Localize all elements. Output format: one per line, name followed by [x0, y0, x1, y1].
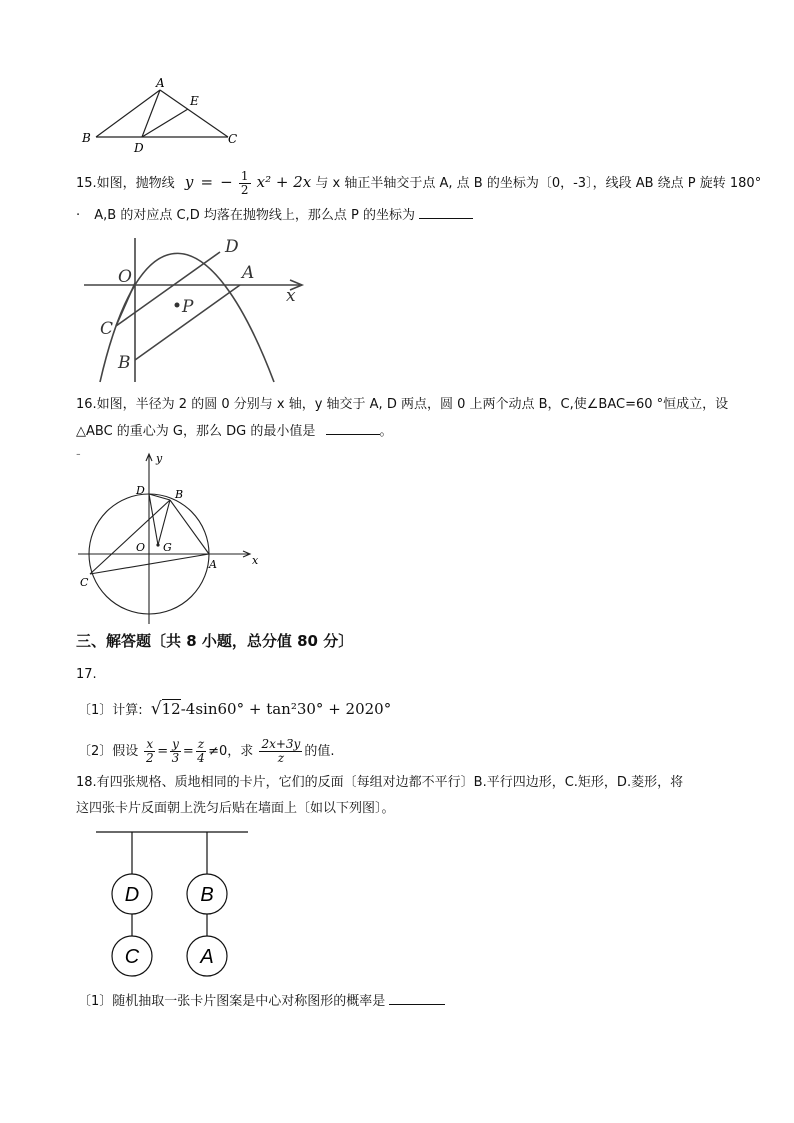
- label-D: D: [136, 484, 145, 497]
- q15-eq-fraction: [239, 170, 251, 197]
- label-A: A: [242, 263, 255, 283]
- q15-eq-y: y: [184, 173, 194, 191]
- q17-eq1: =: [157, 744, 169, 759]
- label-C: C: [100, 319, 114, 339]
- q16-line2: [76, 422, 393, 441]
- q17-f1-den: 2: [145, 751, 154, 765]
- q17-tail: 的值.: [304, 744, 335, 759]
- q17-f4-den: z: [277, 751, 285, 765]
- q17-f2-num: y: [172, 737, 179, 751]
- q17-frac-target: [259, 738, 302, 765]
- figure-circle: [78, 450, 268, 626]
- q15-answer-blank[interactable]: [419, 206, 473, 219]
- q18-line2: 这四张卡片反面朝上洗匀后贴在墙面上〔如以下列图〕。: [76, 801, 395, 816]
- sqrt-icon: √: [150, 699, 162, 719]
- q15-eq-tail: x² + 2x: [256, 173, 312, 191]
- label-B: B: [82, 131, 91, 145]
- label-A: A: [209, 558, 217, 571]
- label-C: C: [80, 576, 89, 589]
- q16-line2-text: △ABC 的重心为 G，那么 DG 的最小值是: [76, 424, 316, 439]
- label-y: y: [156, 452, 163, 465]
- q17-part1: [78, 700, 391, 720]
- label-O: O: [136, 541, 146, 554]
- q17-eq2: =: [182, 744, 194, 759]
- q15-eq-num: 1: [240, 169, 249, 183]
- q16-line2-end: 。: [379, 424, 393, 439]
- q16-answer-blank[interactable]: [326, 422, 380, 435]
- q17-part1-radicand: 12: [161, 700, 181, 718]
- q15-eq-equals: =: [200, 173, 214, 191]
- card-C: C: [124, 946, 140, 968]
- q17-part2-label: 〔2〕假设: [78, 744, 139, 759]
- q15-line2: [76, 206, 473, 225]
- q16-line1: 16.如图，半径为 2 的圆 0 分别与 x 轴，y 轴交于 A, D 两点，圆 0 上两个动点 B，C,使∠BAC=60 °恒成立，设: [76, 397, 729, 412]
- section-heading: 三、解答题〔共 8 小题，总分值 80 分〕: [76, 632, 354, 650]
- label-P: P: [182, 297, 194, 317]
- q17-frac-y3: [170, 738, 181, 765]
- q18-part1-text: 〔1〕随机抽取一张卡片图案是中心对称图形的概率是: [78, 994, 386, 1009]
- q17-frac-z4: [196, 738, 206, 765]
- label-O: O: [118, 267, 132, 287]
- q17-frac-x2: [144, 738, 155, 765]
- label-B: B: [175, 488, 184, 501]
- q15-line1: [76, 170, 761, 197]
- q18-part1: [78, 992, 445, 1011]
- label-D: D: [134, 141, 144, 155]
- label-G: G: [163, 541, 172, 554]
- q17-f3-den: 4: [197, 751, 205, 765]
- label-C: C: [228, 132, 238, 146]
- q15-suffix: 与 x 轴正半轴交于点 A, 点 B 的坐标为〔0，-3〕，线段 AB 绕点 P 旋转 180°: [315, 176, 762, 191]
- card-D: D: [124, 884, 140, 906]
- q17-number: 17.: [76, 667, 97, 682]
- label-E: E: [190, 94, 199, 108]
- q17-part2: [78, 738, 334, 765]
- q17-f4-num: 2x+3y: [261, 737, 301, 751]
- q15-line2-text: A,B 的对应点 C,D 均落在抛物线上，那么点 P 的坐标为: [94, 208, 415, 223]
- figure-parabola: [80, 228, 310, 386]
- q18-line1: 18.有四张规格、质地相同的卡片，它们的反面〔每组对边都不平行〕B.平行四边形，C.矩形，D.菱形，将: [76, 775, 684, 790]
- q18-answer-blank[interactable]: [389, 992, 445, 1005]
- label-D: D: [225, 237, 239, 257]
- q17-f3-num: z: [197, 737, 205, 751]
- card-B: B: [200, 884, 214, 906]
- label-x: x: [252, 554, 259, 567]
- card-A: A: [200, 946, 214, 968]
- label-x: x: [286, 286, 296, 306]
- label-B: B: [118, 353, 131, 373]
- q15-eq-minus: −: [220, 173, 233, 191]
- label-A: A: [156, 76, 165, 90]
- q17-part1-label: 〔1〕计算:: [78, 703, 143, 718]
- q15-prefix: 15.如图，抛物线: [76, 176, 175, 191]
- q17-part1-expr: -4sin60° + tan²30° + 2020°: [180, 700, 392, 718]
- q17-neq: ≠0，求: [208, 744, 254, 759]
- q17-f2-den: 3: [171, 751, 180, 765]
- q16-dash: -: [76, 447, 81, 462]
- q15-eq-den: 2: [240, 183, 249, 197]
- figure-cards: [90, 826, 260, 978]
- q15-bullet: ·: [76, 208, 81, 223]
- q17-f1-num: x: [146, 737, 154, 751]
- figure-triangle-abc: [78, 76, 248, 156]
